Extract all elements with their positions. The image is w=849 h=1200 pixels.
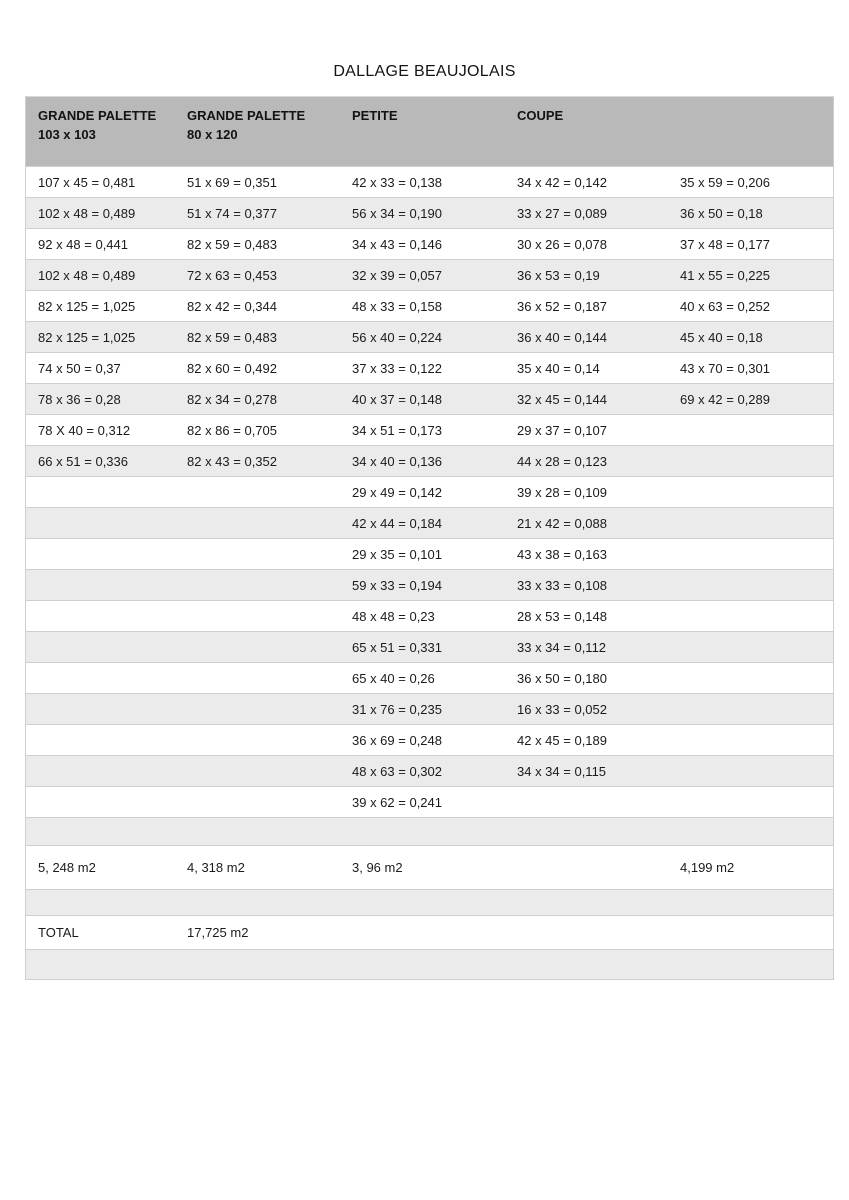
table-cell: 43 x 70 = 0,301 (668, 353, 833, 383)
table-cell: 102 x 48 = 0,489 (26, 198, 175, 228)
column-header-sublabel: 103 x 103 (38, 126, 96, 142)
table-cell: 82 x 43 = 0,352 (175, 446, 340, 476)
table-cell (175, 756, 340, 786)
table-row (26, 694, 833, 725)
table-cell: 42 x 45 = 0,189 (505, 725, 668, 755)
table-cell (175, 539, 340, 569)
table-cell: TOTAL (26, 916, 175, 949)
table-row (26, 198, 833, 229)
table-cell (26, 890, 175, 915)
table-cell: 36 x 53 = 0,19 (505, 260, 668, 290)
table-cell (668, 694, 833, 724)
table-cell: 34 x 42 = 0,142 (505, 167, 668, 197)
table-cell: 65 x 51 = 0,331 (340, 632, 505, 662)
table-cell: 72 x 63 = 0,453 (175, 260, 340, 290)
table-row (26, 756, 833, 787)
table-cell: 92 x 48 = 0,441 (26, 229, 175, 259)
table-cell: 17,725 m2 (175, 916, 340, 949)
table-row (26, 508, 833, 539)
table-row (26, 477, 833, 508)
table-cell (26, 508, 175, 538)
table-cell (175, 787, 340, 817)
table-cell (505, 846, 668, 889)
table-cell (668, 787, 833, 817)
spacer-row (26, 890, 833, 916)
column-header-grande-palette-103 (26, 97, 175, 166)
table-cell (668, 508, 833, 538)
table-cell: 16 x 33 = 0,052 (505, 694, 668, 724)
table-cell: 56 x 40 = 0,224 (340, 322, 505, 352)
table-cell: 42 x 44 = 0,184 (340, 508, 505, 538)
table-cell: 34 x 43 = 0,146 (340, 229, 505, 259)
subtotal-row (26, 846, 833, 890)
table-cell: 3, 96 m2 (340, 846, 505, 889)
column-header-label: GRANDE PALETTE (38, 108, 157, 123)
table-cell: 29 x 37 = 0,107 (505, 415, 668, 445)
column-header-sublabel: 80 x 120 (187, 126, 238, 142)
table-cell (340, 916, 505, 949)
table-cell (26, 756, 175, 786)
table-cell: 78 X 40 = 0,312 (26, 415, 175, 445)
table-cell (505, 916, 668, 949)
table-cell (26, 663, 175, 693)
table-cell: 82 x 59 = 0,483 (175, 229, 340, 259)
table-cell (175, 477, 340, 507)
table-cell: 51 x 69 = 0,351 (175, 167, 340, 197)
table-cell: 82 x 42 = 0,344 (175, 291, 340, 321)
table-cell (175, 950, 340, 979)
table-cell: 82 x 60 = 0,492 (175, 353, 340, 383)
table-cell: 78 x 36 = 0,28 (26, 384, 175, 414)
table-cell (340, 950, 505, 979)
table-cell: 37 x 48 = 0,177 (668, 229, 833, 259)
table-cell: 21 x 42 = 0,088 (505, 508, 668, 538)
table-cell: 37 x 33 = 0,122 (340, 353, 505, 383)
table-cell (175, 632, 340, 662)
table-cell: 82 x 125 = 1,025 (26, 291, 175, 321)
table-cell (175, 508, 340, 538)
table-cell (175, 694, 340, 724)
column-header-label: COUPE (517, 108, 564, 123)
table-row (26, 632, 833, 663)
table-cell: 30 x 26 = 0,078 (505, 229, 668, 259)
table-cell (668, 601, 833, 631)
table-cell: 40 x 37 = 0,148 (340, 384, 505, 414)
table-row (26, 570, 833, 601)
table-row (26, 725, 833, 756)
table-cell (668, 725, 833, 755)
table-cell (26, 477, 175, 507)
spacer-row (26, 950, 833, 980)
table-cell: 43 x 38 = 0,163 (505, 539, 668, 569)
table-row (26, 446, 833, 477)
table-header-row (26, 97, 833, 167)
table-cell: 82 x 59 = 0,483 (175, 322, 340, 352)
table-row (26, 353, 833, 384)
table-cell: 48 x 48 = 0,23 (340, 601, 505, 631)
table-cell (26, 818, 175, 845)
table-cell (340, 818, 505, 845)
column-header-label: GRANDE PALETTE (187, 108, 306, 123)
table-cell (668, 818, 833, 845)
table-cell (26, 694, 175, 724)
table-cell (175, 890, 340, 915)
table-row (26, 539, 833, 570)
table-cell: 102 x 48 = 0,489 (26, 260, 175, 290)
table-cell: 34 x 51 = 0,173 (340, 415, 505, 445)
table-cell (26, 570, 175, 600)
table-cell (26, 601, 175, 631)
table-cell: 107 x 45 = 0,481 (26, 167, 175, 197)
table-cell (505, 787, 668, 817)
total-row (26, 916, 833, 950)
column-header-empty (668, 97, 833, 166)
table-cell: 29 x 49 = 0,142 (340, 477, 505, 507)
column-header-label: PETITE (352, 108, 398, 123)
table-cell (175, 601, 340, 631)
table-row (26, 167, 833, 198)
table-cell (26, 632, 175, 662)
table-cell: 65 x 40 = 0,26 (340, 663, 505, 693)
table-cell: 34 x 34 = 0,115 (505, 756, 668, 786)
table-cell: 41 x 55 = 0,225 (668, 260, 833, 290)
table-cell: 66 x 51 = 0,336 (26, 446, 175, 476)
table-row (26, 384, 833, 415)
table-row (26, 601, 833, 632)
table-row (26, 663, 833, 694)
table-cell: 82 x 34 = 0,278 (175, 384, 340, 414)
column-header-coupe (505, 97, 668, 166)
dallage-table (25, 96, 834, 980)
table-cell (505, 890, 668, 915)
table-cell: 56 x 34 = 0,190 (340, 198, 505, 228)
table-row (26, 229, 833, 260)
table-cell: 32 x 39 = 0,057 (340, 260, 505, 290)
table-cell: 39 x 62 = 0,241 (340, 787, 505, 817)
table-cell: 28 x 53 = 0,148 (505, 601, 668, 631)
table-cell (668, 663, 833, 693)
table-cell: 36 x 52 = 0,187 (505, 291, 668, 321)
table-cell (175, 663, 340, 693)
table-cell: 35 x 59 = 0,206 (668, 167, 833, 197)
table-cell (668, 539, 833, 569)
table-cell (26, 539, 175, 569)
table-cell (668, 570, 833, 600)
table-cell: 33 x 33 = 0,108 (505, 570, 668, 600)
table-cell (175, 725, 340, 755)
table-cell (26, 950, 175, 979)
spacer-row (26, 818, 833, 846)
table-cell: 51 x 74 = 0,377 (175, 198, 340, 228)
table-cell (175, 818, 340, 845)
table-cell: 82 x 86 = 0,705 (175, 415, 340, 445)
table-cell (668, 477, 833, 507)
table-row (26, 260, 833, 291)
table-cell: 29 x 35 = 0,101 (340, 539, 505, 569)
table-cell: 36 x 40 = 0,144 (505, 322, 668, 352)
table-cell: 4,199 m2 (668, 846, 833, 889)
table-cell (668, 890, 833, 915)
table-cell: 32 x 45 = 0,144 (505, 384, 668, 414)
table-cell (668, 415, 833, 445)
table-cell: 82 x 125 = 1,025 (26, 322, 175, 352)
table-cell (668, 916, 833, 949)
table-cell: 5, 248 m2 (26, 846, 175, 889)
table-cell: 31 x 76 = 0,235 (340, 694, 505, 724)
table-cell: 39 x 28 = 0,109 (505, 477, 668, 507)
table-cell (505, 818, 668, 845)
table-cell: 48 x 63 = 0,302 (340, 756, 505, 786)
column-header-petite (340, 97, 505, 166)
table-cell: 59 x 33 = 0,194 (340, 570, 505, 600)
table-cell (668, 446, 833, 476)
table-cell: 45 x 40 = 0,18 (668, 322, 833, 352)
table-row (26, 291, 833, 322)
table-cell: 34 x 40 = 0,136 (340, 446, 505, 476)
table-row (26, 415, 833, 446)
table-cell: 36 x 50 = 0,180 (505, 663, 668, 693)
table-cell (668, 950, 833, 979)
table-cell (668, 756, 833, 786)
table-cell: 33 x 34 = 0,112 (505, 632, 668, 662)
document-title: DALLAGE BEAUJOLAIS (333, 63, 516, 80)
table-cell: 36 x 69 = 0,248 (340, 725, 505, 755)
table-cell: 40 x 63 = 0,252 (668, 291, 833, 321)
table-cell (668, 632, 833, 662)
table-cell: 48 x 33 = 0,158 (340, 291, 505, 321)
table-cell (505, 950, 668, 979)
table-cell: 4, 318 m2 (175, 846, 340, 889)
table-cell (340, 890, 505, 915)
table-cell: 35 x 40 = 0,14 (505, 353, 668, 383)
table-row (26, 787, 833, 818)
table-cell: 33 x 27 = 0,089 (505, 198, 668, 228)
table-cell (175, 570, 340, 600)
table-cell: 44 x 28 = 0,123 (505, 446, 668, 476)
table-cell: 74 x 50 = 0,37 (26, 353, 175, 383)
table-row (26, 322, 833, 353)
table-cell (26, 725, 175, 755)
table-cell (26, 787, 175, 817)
column-header-grande-palette-80x120 (175, 97, 340, 166)
table-cell: 42 x 33 = 0,138 (340, 167, 505, 197)
table-cell: 36 x 50 = 0,18 (668, 198, 833, 228)
table-cell: 69 x 42 = 0,289 (668, 384, 833, 414)
